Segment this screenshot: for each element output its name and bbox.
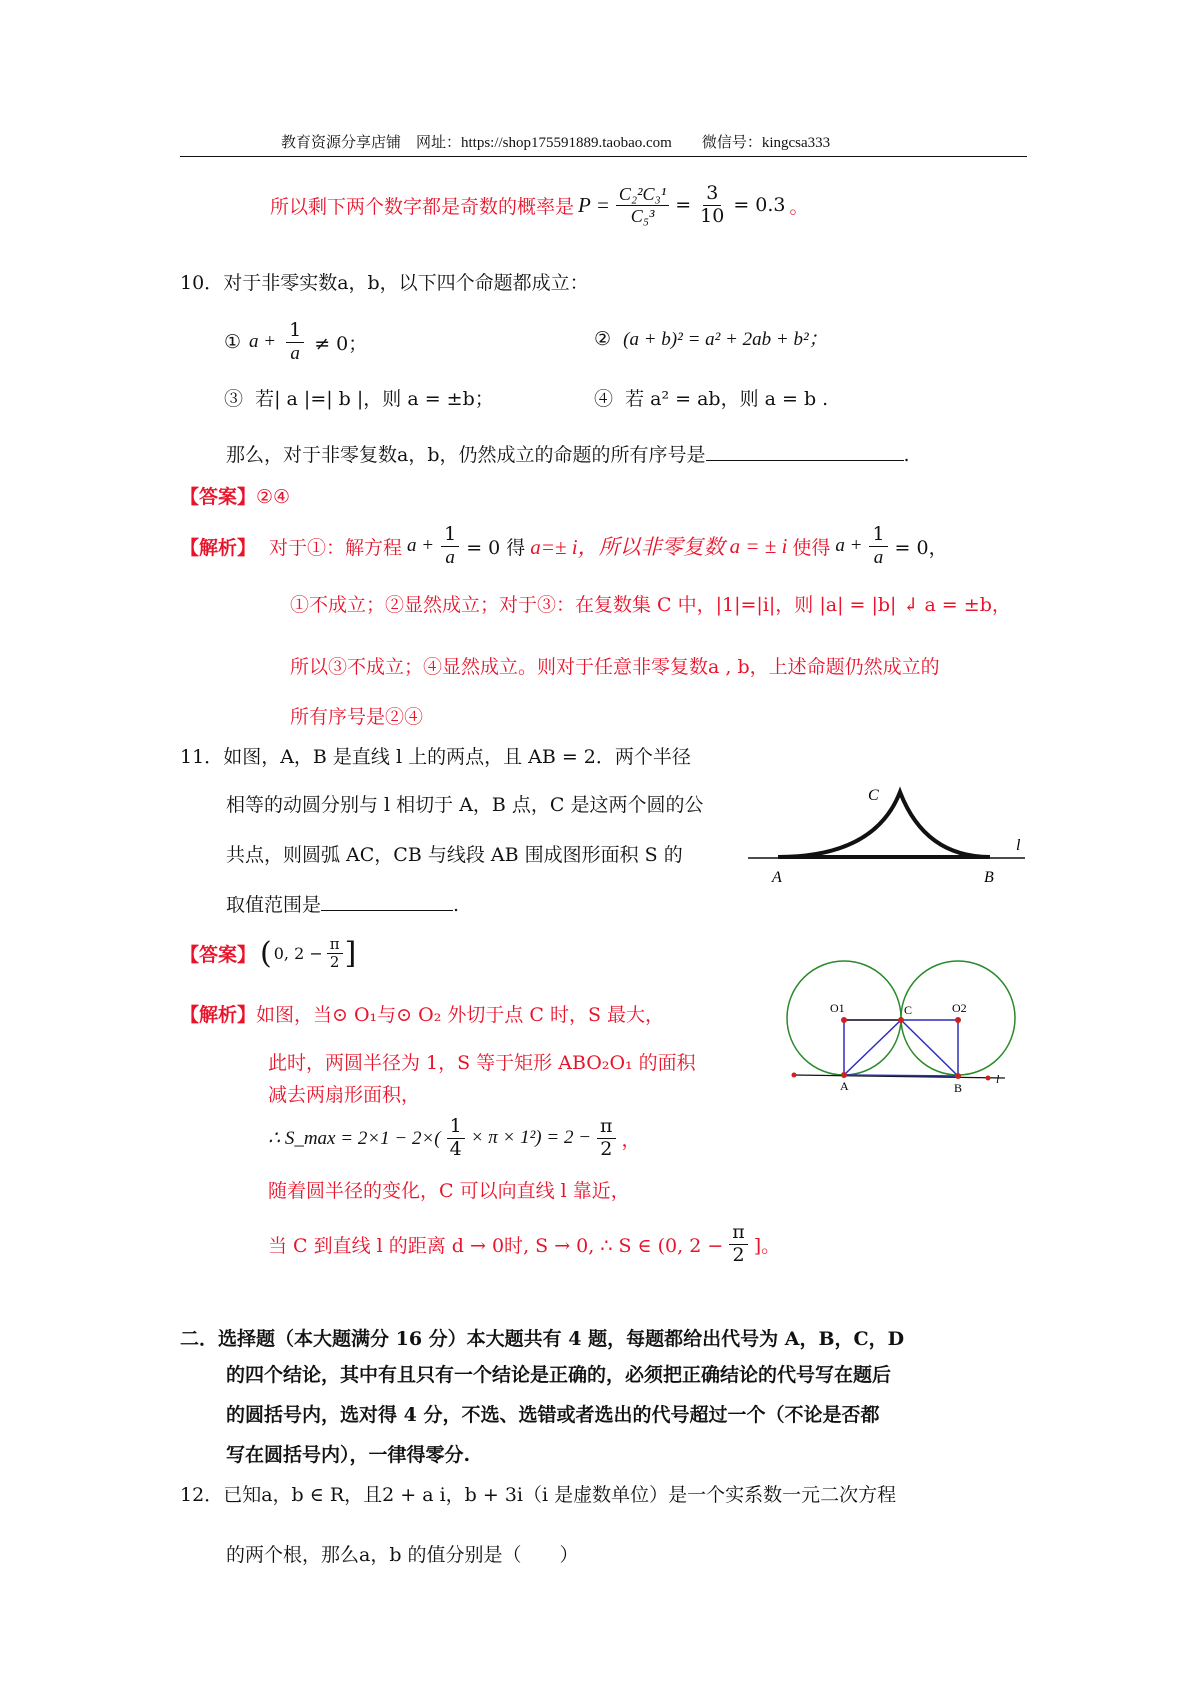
point-l-right — [986, 1076, 991, 1081]
label-a: A — [772, 869, 782, 886]
cusp-figure — [740, 780, 1030, 890]
q11-line1: 11．如图，A，B 是直线 l 上的两点，且 AB = 2．两个半径 — [180, 746, 691, 768]
q12-line1: 12．已知a，b ∈ R，且2 + a i，b + 3i（i 是虚数单位）是一个实系数一元二次方程 — [180, 1484, 897, 1506]
q10-analysis-line2: ①不成立；②显然成立；对于③：在复数集 C 中，|1|=|i|，则 |a| = |b| ↲ a = ±b， — [290, 594, 1011, 616]
segment-ab — [844, 1075, 958, 1076]
q11-line3: 共点，则圆弧 AC，CB 与线段 AB 围成图形面积 S 的 — [226, 844, 683, 866]
probability-fraction: $\frac{\text{C₂²C₃¹}}{\text{C₅³}}$ — [616, 184, 669, 226]
q10-analysis-line4: 所有序号是②④ — [290, 706, 424, 728]
q11-smax-formula: ∴ S_max = 2×1 − 2×( $\frac{1}{4}$ × π × 1²) = 2 − $\frac{\pi}{2}$ ， — [268, 1115, 641, 1160]
probability-line: 所以剩下两个数字都是奇数的概率是 P = $\frac{\text{C₂²C₃¹}}{\text{C₅³}}$ = $\frac{3}{10}$ = 0.3 。 — [270, 182, 809, 227]
section2-line1: 二．选择题（本大题满分 16 分）本大题共有 4 题，每题都给出代号为 A，B，C，D — [180, 1328, 905, 1350]
q10-stem: 10．对于非零实数a，b，以下四个命题都成立： — [180, 272, 589, 294]
answer-blank — [321, 894, 453, 911]
label-b: B — [954, 1081, 963, 1095]
answer-blank — [706, 444, 904, 461]
q11-analysis-line2: 此时，两圆半径为 1，S 等于矩形 ABO₂O₁ 的面积 — [268, 1052, 696, 1074]
q10-item-4: ④ 若 a² = ab，则 a = b . — [594, 388, 829, 410]
q10-question: 那么，对于非零复数a，b，仍然成立的命题的所有序号是 . — [226, 444, 910, 466]
label-o1: O1 — [830, 1001, 845, 1015]
q10-item-3: ③ 若| a |=| b |，则 a = ±b； — [224, 388, 494, 410]
q11-line2: 相等的动圆分别与 l 相切于 A，B 点，C 是这两个圆的公 — [226, 794, 704, 816]
q11-analysis-line6: 当 C 到直线 l 的距离 d → 0时, S → 0, ∴ S ∈ (0, 2 − $\frac{\pi}{2}$ ]。 — [268, 1221, 781, 1266]
point-b — [955, 1073, 961, 1079]
q11-analysis-line5: 随着圆半径的变化，C 可以向直线 l 靠近， — [268, 1180, 630, 1202]
q10-item-2: ② (a + b)² = a² + 2ab + b²； — [594, 328, 828, 350]
page-header: 教育资源分享店铺 网址：https://shop175591889.taobao.com 微信号：kingcsa333 — [281, 135, 831, 151]
point-o1 — [841, 1017, 847, 1023]
q11-analysis-line1: 【解析】如图，当⊙ O₁与⊙ O₂ 外切于点 C 时，S 最大， — [180, 1004, 665, 1026]
q10-answer: 【答案】②④ — [180, 486, 291, 508]
label-b: B — [984, 869, 994, 886]
point-a — [841, 1072, 847, 1078]
section2-line4: 写在圆括号内），一律得零分. — [226, 1444, 471, 1466]
q10-analysis-line1: 【解析】 对于①：解方程 a + $\frac{1}{a}$ = 0 得 a=± i，所以非零复数 a = ± i 使得 a + $\frac{1}{a}$ = 0， — [180, 523, 948, 568]
label-c: C — [868, 787, 879, 804]
label-a: A — [840, 1079, 849, 1093]
section2-line3: 的圆括号内，选对得 4 分，不选、选错或者选出的代号超过一个（不论是否都 — [226, 1404, 880, 1426]
q11-answer: 【答案】 ( 0, 2 − $\frac{\pi}{2}$ ] — [180, 935, 357, 972]
q10-item-1: ① a + $\frac{1}{a}$ ≠ 0； — [224, 319, 368, 364]
q11-analysis-line3: 减去两扇形面积， — [268, 1084, 421, 1106]
q12-line2: 的两个根，那么a，b 的值分别是（ ） — [226, 1544, 579, 1566]
q10-analysis-line3: 所以③不成立；④显然成立。则对于任意非零复数a , b，上述命题仍然成立的 — [290, 656, 940, 678]
label-l: l — [1016, 837, 1021, 854]
point-c — [898, 1017, 904, 1023]
value-fraction: $\frac{3}{10}$ — [700, 182, 725, 227]
cusp-arcs — [778, 792, 990, 857]
q11-line4: 取值范围是 . — [226, 894, 460, 916]
point-o2 — [955, 1017, 961, 1023]
point-l-left — [792, 1073, 797, 1078]
label-l: l — [996, 1072, 1000, 1086]
label-o2: O2 — [952, 1001, 967, 1015]
header-rule — [180, 156, 1027, 157]
tangent-circles-figure — [780, 958, 1020, 1098]
label-c: C — [904, 1003, 913, 1017]
section2-line2: 的四个结论，其中有且只有一个结论是正确的，必须把正确结论的代号写在题后 — [226, 1364, 892, 1386]
